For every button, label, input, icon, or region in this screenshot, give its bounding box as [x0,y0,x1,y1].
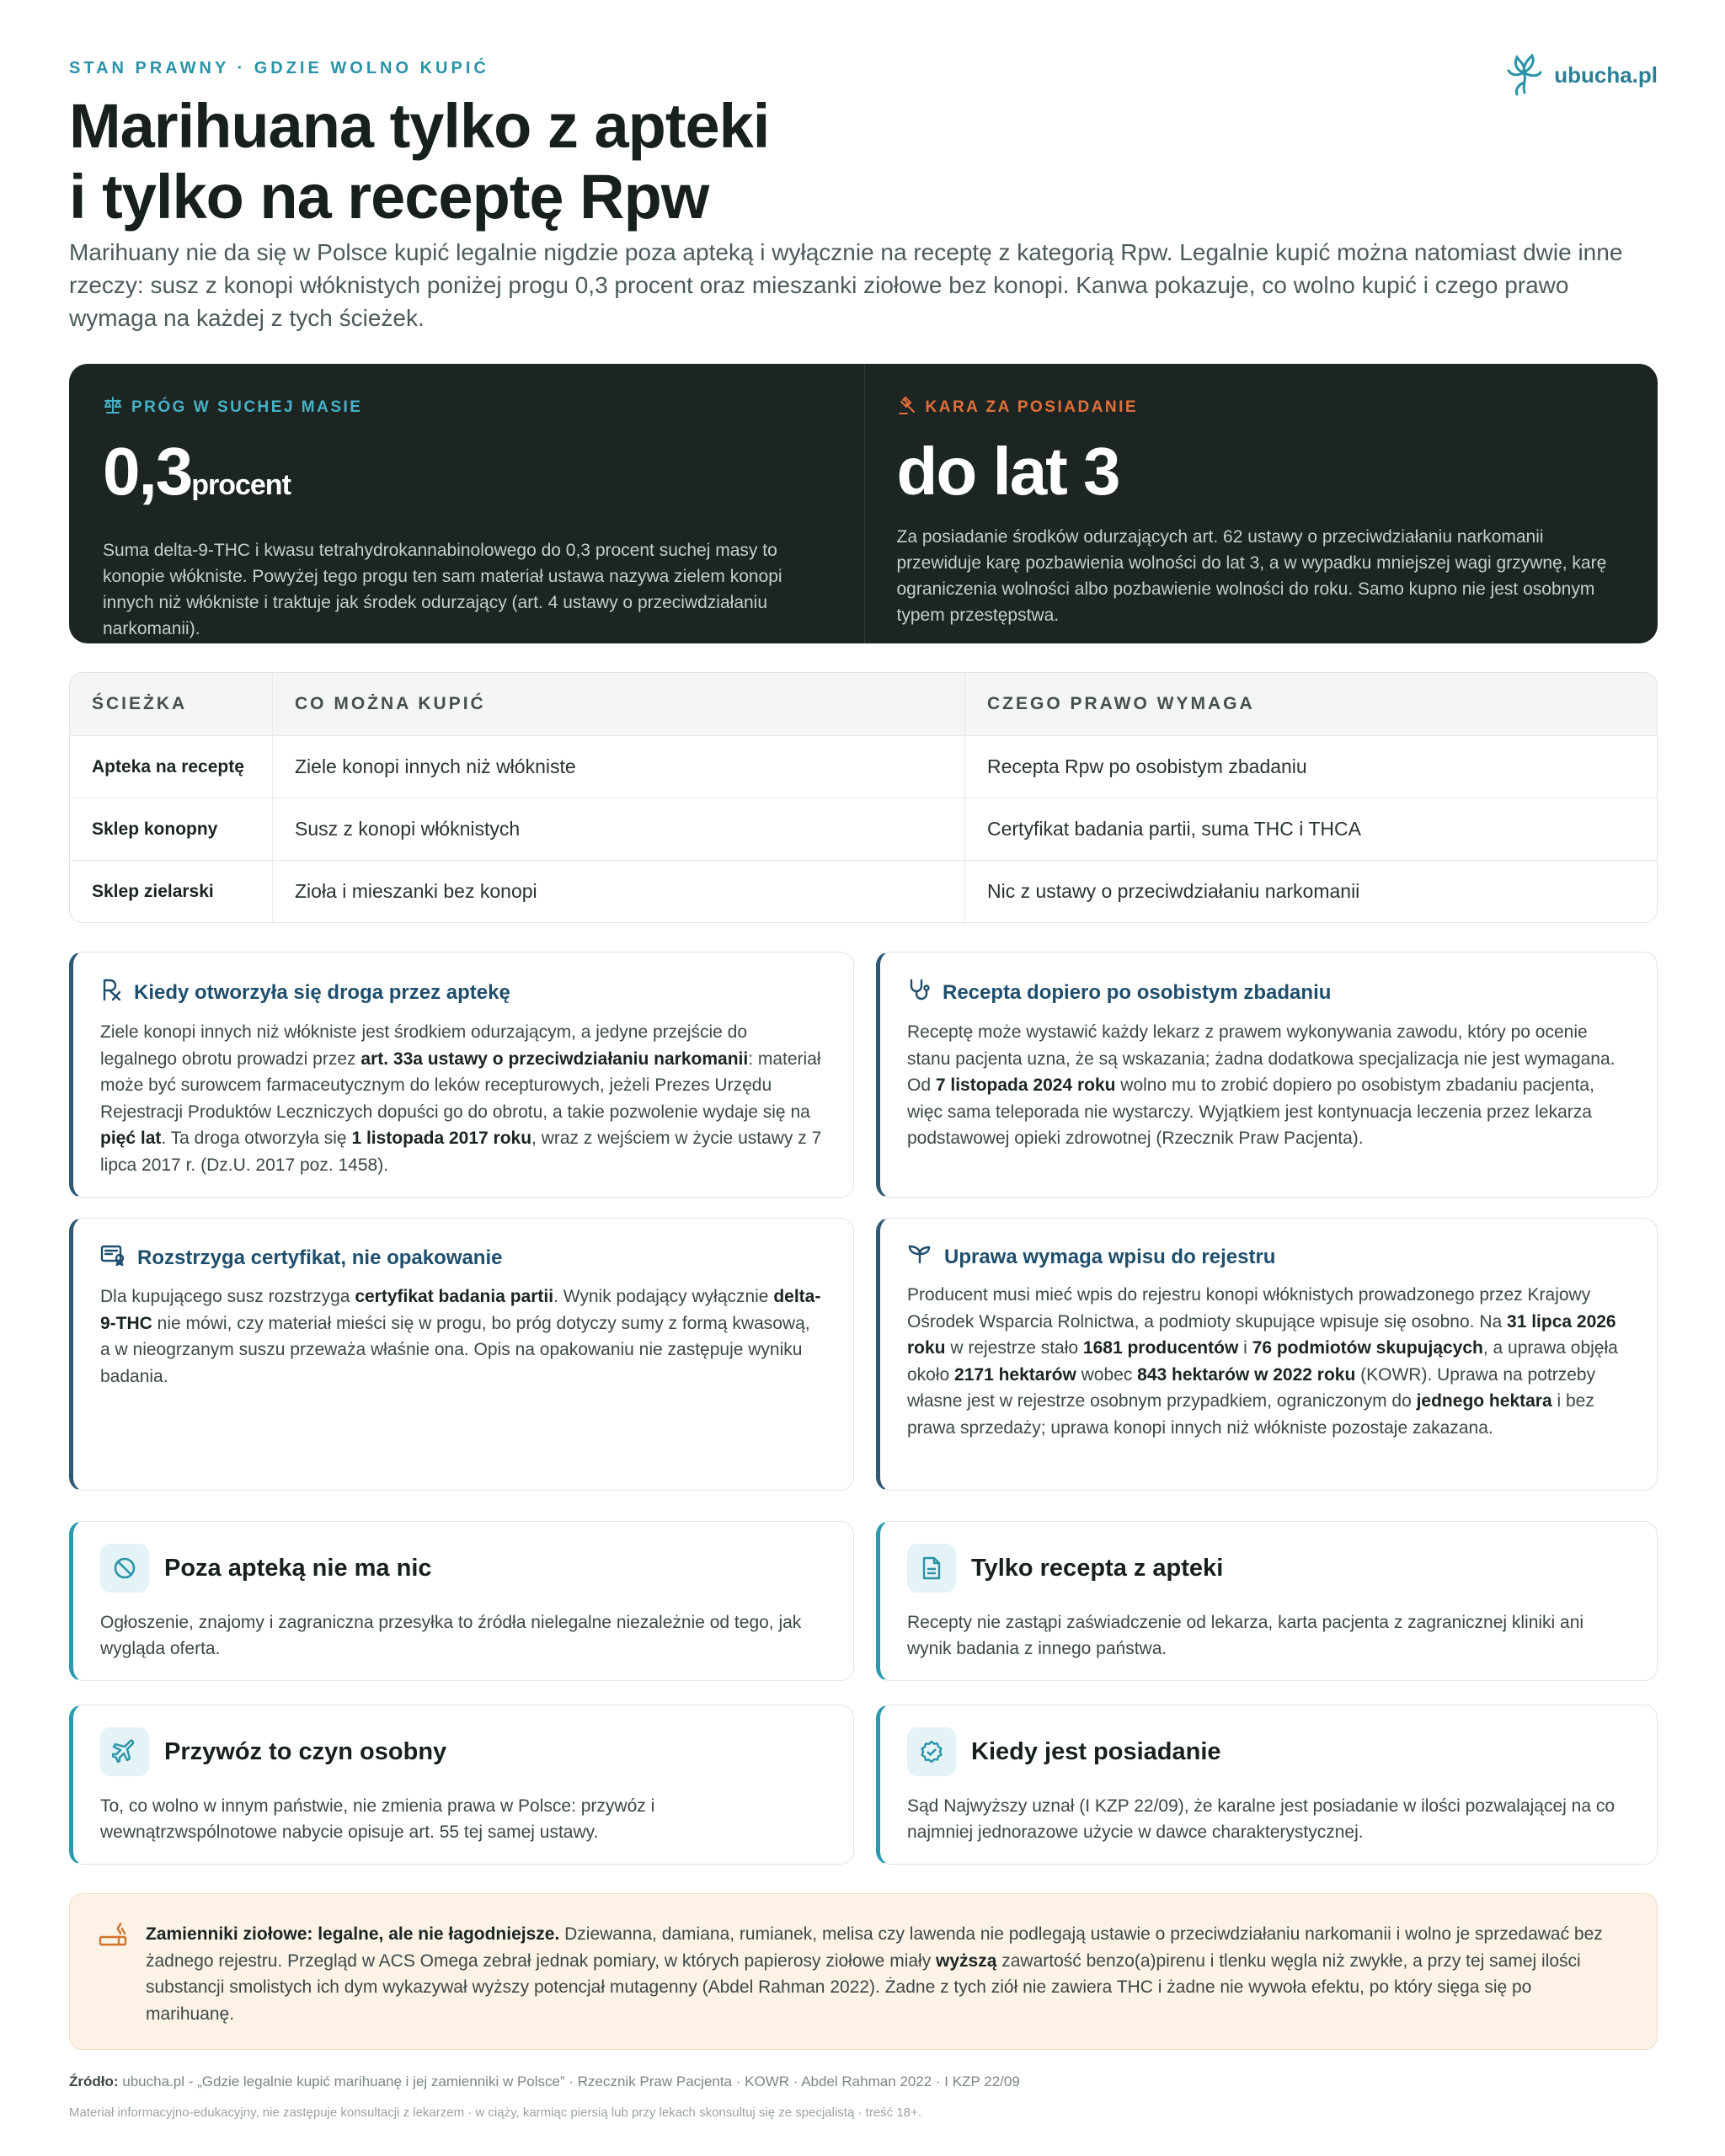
table-header-buy: CO MOŻNA KUPIĆ [272,673,964,735]
table-cell-buy: Ziele konopi innych niż włókniste [272,736,964,798]
stat-threshold-unit: procent [191,469,291,501]
table-cell-buy: Zioła i mieszanki bez konopi [272,861,964,922]
mini-card-prescription-only [876,1521,1658,1681]
card-certificate [69,1218,854,1491]
mini-card-import-title: Przywóz to czyn osobny [164,1737,447,1765]
mini-card-possession-header [907,1727,1628,1776]
stat-penalty-label [897,396,1625,419]
table-cell-path: Sklep zielarski [92,881,214,901]
gavel-icon [897,396,917,419]
mini-card-import-header [100,1727,825,1776]
herbal-substitutes-note [69,1893,1658,2050]
card-prescription-exam-title: Recepta dopiero po osobistym zbadaniu [943,980,1332,1004]
stat-threshold [69,364,864,643]
card-pharmacy-route [69,952,854,1198]
mini-card-possession [876,1705,1658,1865]
stat-penalty-label-text: KARA ZA POSIADANIE [925,398,1139,416]
source-label: Źródło: [69,2073,119,2089]
mini-card-no-other-source-title: Poza apteką nie ma nic [164,1554,432,1582]
herbal-substitutes-text: Zamienniki ziołowe: legalne, ale nie łagodniejsze. Dziewanna, damiana, rumianek, melisa czy lawenda nie podlegają ustawie o przeciwdziałaniu narkomanii i wolno je sprzedawać bez żadnego rejestru. Przegląd w ACS Omega zebrał jednak pomiary, w których papierosy ziołowe miały wyższą zawartość benzo(a)pirenu i tlenku węgla niż zwykłe, a przy tej samej ilości substancji smolistych ich dym wykazywał wyższy potencjał mutagenny (Abdel Rahman 2022). Żadne z tych ziół nie zawiera THC i żadne nie wywoła efektu, po który sięga się po marihuanę. [146,1924,1603,2024]
card-prescription-exam-header [907,978,1628,1007]
mini-card-prescription-only-text: Recepty nie zastąpi zaświadczenie od lekarza, karta pacjenta z zagranicznej kliniki ani wynik badania z innego państwa. [907,1613,1584,1658]
table-row [70,735,1657,798]
table-row [70,860,1657,922]
mini-card-no-other-source-header [100,1544,825,1593]
stats-panel [69,364,1658,643]
table-cell-buy: Susz z konopi włóknistych [272,798,964,860]
brand[interactable] [1505,49,1658,102]
page-title [69,91,769,232]
mini-card-no-other-source-text: Ogłoszenie, znajomy i zagraniczna przesyłka to źródła nielegalne niezależnie od tego, jak wygląda oferta. [100,1613,802,1658]
lede: Marihuany nie da się w Polsce kupić legalnie nigdzie poza apteką i wyłącznie na receptę z kategorią Rpw. Legalnie kupić można natomiast dwie inne rzeczy: susz z konopi włóknistych poniżej progu 0,3 procent oraz mieszanki ziołowe bez konopi. Kanwa pokazuje, co wolno kupić i czego prawo wymaga na każdej z tych ścieżek. [69,239,1623,331]
document-icon [907,1544,956,1593]
card-register-text: Producent musi mieć wpis do rejestru konopi włóknistych prowadzonego przez Krajowy Ośrodek Wsparcia Rolnictwa, a podmioty skupujące wpisuje się osobno. Na 31 lipca 2026 roku w rejestrze stało 1681 producentów i 76 podmiotów skupujących, a uprawa objęła około 2171 hektarów wobec 843 hektarów w 2022 roku (KOWR). Uprawa na potrzeby własne jest w rejestrze osobnym przypadkiem, ograniczonym do jednego hektara i bez prawa sprzedaży; uprawa konopi innych niż włókniste pozostaje zakazana. [907,1285,1618,1438]
disclaimer: Materiał informacyjno-edukacyjny, nie zastępuje konsultacji z lekarzem · w ciąży, karmiąc piersią lub przy lekach skonsultuj się ze specjalistą · treść 18+. [69,2105,921,2120]
card-pharmacy-route-title: Kiedy otworzyła się droga przez aptekę [134,980,510,1004]
mini-card-possession-text: Sąd Najwyższy uznał (I KZP 22/09), że karalne jest posiadanie w ilości pozwalającej na co najmniej jednorazowe użycie w dawce charakterystycznej. [907,1796,1616,1842]
stethoscope-icon [907,978,931,1007]
table-header-row [70,673,1657,735]
flower-logo-icon [1505,49,1544,102]
stat-threshold-label [103,396,830,419]
sprout-icon [907,1244,932,1270]
card-register [876,1218,1658,1491]
card-certificate-title: Rozstrzyga certyfikat, nie opakowanie [137,1246,503,1269]
badge-check-icon [907,1727,956,1776]
card-register-title: Uprawa wymaga wpisu do rejestru [944,1245,1276,1268]
card-prescription-exam-text: Receptę może wystawić każdy lekarz z prawem wykonywania zawodu, który po ocenie stanu pacjenta uzna, że są wskazania; żadna dodatkowa specjalizacja nie jest wymagana. Od 7 listopada 2024 roku wolno mu to zrobić dopiero po osobistym zbadaniu pacjenta, więc sama teleporada nie wystarczy. Wyjątkiem jest kontynuacja leczenia przez lekarza podstawowej opieki zdrowotnej (Rzecznik Praw Pacjenta). [907,1022,1616,1148]
brand-name: ubucha.pl [1554,62,1658,88]
card-pharmacy-route-header [100,978,825,1007]
stat-penalty-text: Za posiadanie środków odurzających art. 62 ustawy o przeciwdziałaniu narkomanii przewiduje karę pozbawienia wolności do lat 3, a w wypadku mniejszej wagi grzywnę, karę ograniczenia wolności albo pozbawienie wolności do roku. Samo kupno nie jest osobnym typem przestępstwa. [896,527,1607,625]
paths-table [69,672,1658,923]
stat-threshold-number: 0,3 [103,434,192,509]
mini-card-import [69,1705,854,1865]
eyebrow: STAN PRAWNY · GDZIE WOLNO KUPIĆ [69,59,489,77]
stat-penalty-value: do lat 3 [896,434,1119,509]
table-cell-path: Apteka na receptę [92,756,244,776]
prescription-icon [100,978,122,1007]
ban-icon [100,1544,149,1593]
title-line-1: Marihuana tylko z apteki [69,91,770,161]
plane-icon [100,1727,149,1776]
card-prescription-exam [876,952,1658,1198]
table-cell-path: Sklep konopny [92,819,218,839]
mini-card-possession-title: Kiedy jest posiadanie [971,1737,1221,1765]
table-cell-requires: Certyfikat badania partii, suma THC i THCA [964,798,1657,860]
stat-penalty [864,364,1658,643]
mini-card-no-other-source [69,1521,854,1681]
card-register-header [907,1244,1628,1270]
table-row [70,798,1657,860]
mini-card-prescription-only-title: Tylko recepta z apteki [971,1554,1224,1582]
mini-card-import-text: To, co wolno w innym państwie, nie zmienia prawa w Polsce: przywóz i wewnątrzwspólnotowe nabycie opisuje art. 55 tej samej ustawy. [100,1796,655,1842]
card-certificate-text: Dla kupującego susz rozstrzyga certyfikat badania partii. Wynik podający wyłącznie delta-9-THC nie mówi, czy materiał mieści się w progu, bo próg dotyczy sumy z formą kwasową, a w nieogrzanym suszu przeważa właśnie ona. Opis na opakowaniu nie zastępuje wyniku badania. [100,1287,821,1386]
source-line [69,2073,1020,2090]
table-header-path: ŚCIEŻKA [92,694,188,713]
card-certificate-header [100,1244,825,1272]
title-line-2: i tylko na receptę Rpw [69,162,709,232]
stat-threshold-label-text: PRÓG W SUCHEJ MASIE [131,398,363,416]
table-header-requires: CZEGO PRAWO WYMAGA [964,673,1657,735]
stat-threshold-value [103,434,830,519]
card-pharmacy-route-text: Ziele konopi innych niż włókniste jest środkiem odurzającym, a jedyne przejście do legalnego obrotu prowadzi przez art. 33a ustawy o przeciwdziałaniu narkomanii: materiał może być surowcem farmaceutycznym do leków recepturowych, jeżeli Prezes Urzędu Rejestracji Produktów Leczniczych dopuści go do obrotu, a takie pozwolenie wydaje się na pięć lat. Ta droga otworzyła się 1 listopada 2017 roku, wraz z wejściem w życie ustawy z 7 lipca 2017 r. (Dz.U. 2017 poz. 1458). [100,1022,822,1175]
table-cell-requires: Nic z ustawy o przeciwdziałaniu narkomanii [964,861,1657,922]
source-text: ubucha.pl - „Gdzie legalnie kupić marihuanę i jej zamienniki w Polsce” · Rzecznik Praw Pacjenta · KOWR · Abdel Rahman 2022 · I KZP 22/09 [118,2073,1020,2089]
mini-card-prescription-only-header [907,1544,1628,1593]
stat-threshold-text: Suma delta-9-THC i kwasu tetrahydrokannabinolowego do 0,3 procent suchej masy to konopie włókniste. Powyżej tego progu ten sam materiał ustawa nazywa zielem konopi innych niż włókniste i traktuje jak środek odurzający (art. 4 ustawy o przeciwdziałaniu narkomanii). [103,541,782,638]
table-cell-requires: Recepta Rpw po osobistym zbadaniu [964,736,1657,798]
cigarette-icon [99,1923,127,1956]
certificate-icon [100,1244,126,1272]
scale-icon [103,396,123,419]
